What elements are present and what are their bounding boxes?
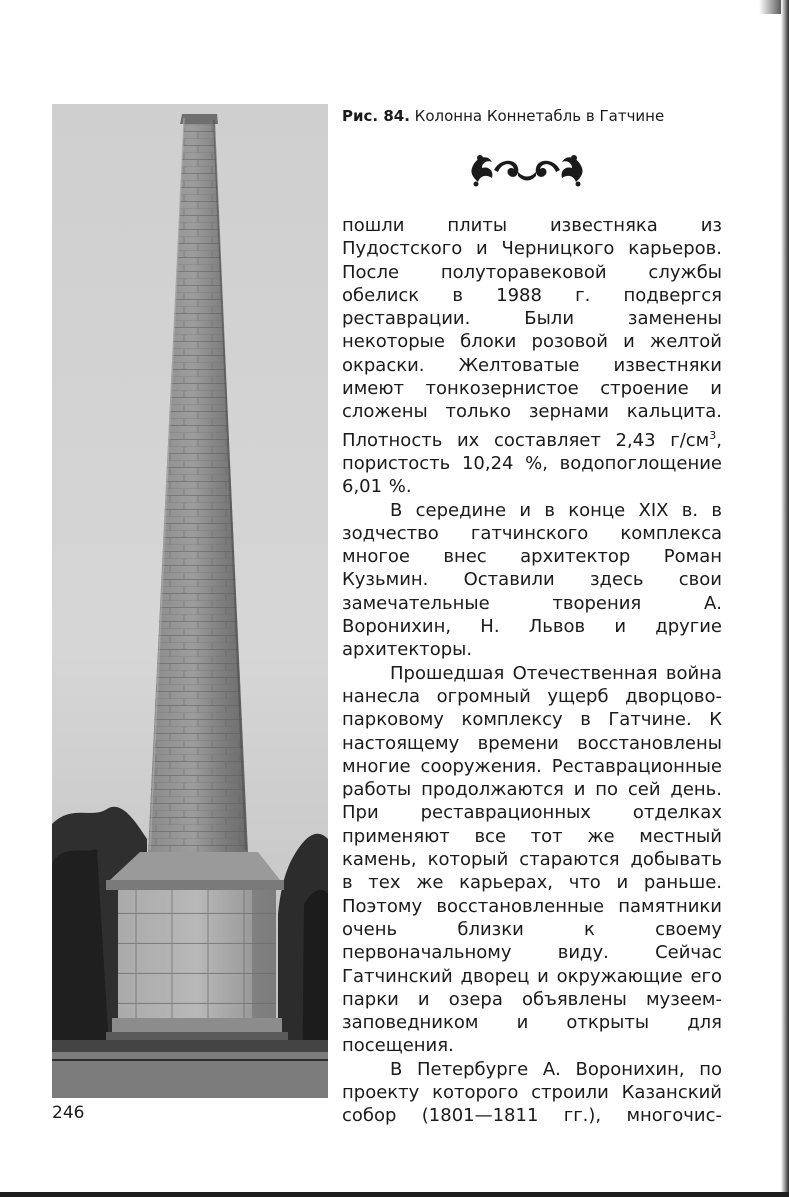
page-edge-shadow <box>781 0 789 1197</box>
paragraph-3: Прошедшая Отечественная война нанесла огромный ущерб дворцово-парковому комплексу в Гатчине. К настоящему времени восстановлены многие сооружения. Реставрационные работы продолжаются и по сей день. При реставрационных отделках применяют все тот же местный камень, который стараются добывать в тех же карьерах, что и раньше. Поэтому восстановленные памятники очень близки к своему первоначальному виду. Сейчас Гатчинский дворец и окружающие его парки и озера объявлены музеем-заповедником и открыты для посещения. <box>342 662 722 1057</box>
superscript: 3 <box>709 428 717 442</box>
figure-title: Колонна Коннетабль в Гатчине <box>414 107 665 125</box>
figure-label: Рис. 84. <box>342 107 410 125</box>
paragraph-2: В середине и в конце XIX в. в зодчество гатчинского комплекса многое внес архитектор Роман Кузьмин. Оставили здесь свои замечательные творения А. Воронихин, Н. Львов и другие архитекторы. <box>342 499 722 661</box>
figure-caption <box>342 106 742 126</box>
paragraph-1: пошли плиты известняка из Пудостского и Черницкого карьеров. После полуторавековой службы обелиск в 1988 г. подвергся реставрации. Были заменены некоторые блоки розовой и желтой окраски. Желтоватые известняки имеют тонкозернистое строение и сложены только зернами кальцита. Плотность их составляет 2,43 $г/см^3$, пористость 10,24 %, водопоглощение 6,01 %. <box>342 215 722 498</box>
obelisk-photo <box>52 104 328 1098</box>
obelisk-photo-illustration <box>52 104 328 1098</box>
page-number: 246 <box>52 1103 85 1123</box>
body-text <box>342 214 722 1128</box>
paragraph-4: В Петербурге А. Воронихин, по проекту которого строили Казанский собор (1801—1811 гг.), многочис- <box>342 1058 722 1127</box>
floral-ornament-icon <box>468 148 586 190</box>
page-bottom-edge <box>0 1192 789 1197</box>
